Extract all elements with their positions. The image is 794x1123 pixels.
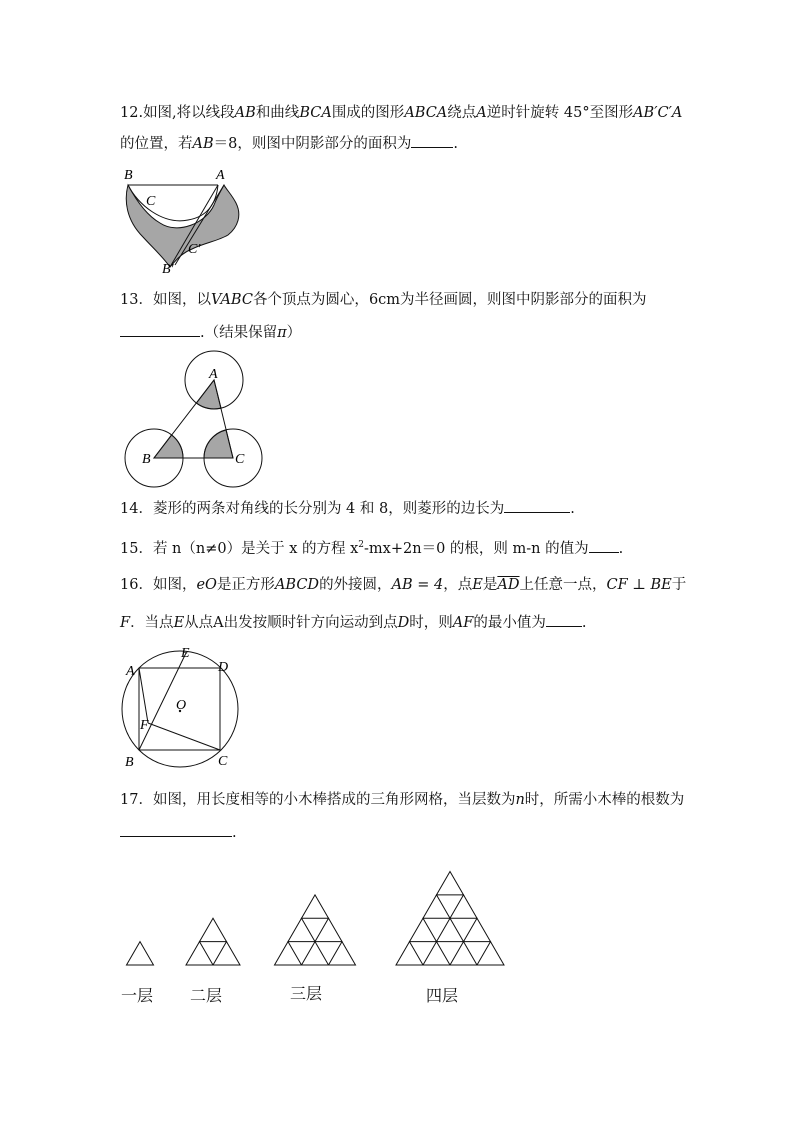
- q13-line2: .（结果保留π）: [120, 322, 301, 343]
- grid-triangle-layer-4: [423, 942, 450, 965]
- grid-triangle-layer-2: [200, 918, 227, 941]
- q17-line1: 17．如图，用长度相等的小木棒搭成的三角形网格，当层数为n时，所需小木棒的根数为: [120, 792, 685, 808]
- label-Cp: C′: [188, 242, 201, 257]
- q16-line2: F．当点E从点A出发按顺时针方向运动到点D时，则AF的最小值为 .: [120, 612, 586, 633]
- grid-triangle-layer-4: [410, 918, 437, 941]
- grid-triangle-layer-4: [437, 918, 464, 941]
- grid-triangle-layer-4: [450, 942, 477, 965]
- grid-triangle-layer-3: [315, 918, 342, 941]
- grid-triangle-layer-4: [396, 942, 423, 965]
- grid-triangle-layer-4: [423, 895, 450, 918]
- grid-triangle-layer-3: [288, 918, 315, 941]
- grid-triangle-layer-3: [329, 942, 356, 965]
- label-A: A: [126, 664, 135, 679]
- grid-triangle-layer-3: [275, 942, 302, 965]
- label-D: D: [218, 660, 229, 675]
- label-E: E: [181, 646, 190, 661]
- label-A: A: [216, 168, 225, 183]
- label-O: O: [176, 698, 187, 713]
- grid-triangle-layer-4: [437, 871, 464, 894]
- caption-layer-1: 一层: [121, 986, 154, 1005]
- label-C: C: [218, 754, 228, 769]
- caption-layer-2: 二层: [190, 986, 223, 1005]
- label-B: B: [124, 168, 133, 183]
- label-F: F: [140, 718, 149, 733]
- grid-triangle-layer-3: [302, 895, 329, 918]
- grid-triangle-layer-2: [186, 942, 213, 965]
- q12-line1: 12.如图,将以线段AB和曲线BCA围成的图形ABCA绕点A逆时针旋转 45°至图形AB′C′A: [120, 105, 683, 121]
- grid-triangle-layer-4: [464, 918, 491, 941]
- label-Bp: B′: [162, 262, 174, 277]
- q17-line2: .: [120, 822, 237, 843]
- grid-triangle-layer-4: [477, 942, 504, 965]
- grid-triangle-layer-4: [450, 895, 477, 918]
- grid-triangle-layer-1: [127, 942, 154, 965]
- label-C: C: [146, 194, 156, 209]
- q13-line1: 13．如图，以VABC各个顶点为圆心，6cm为半径画圆，则图中阴影部分的面积为: [120, 292, 647, 308]
- q12-line2: 的位置，若AB＝8，则图中阴影部分的面积为 .: [120, 133, 458, 154]
- caption-layer-4: 四层: [426, 986, 459, 1005]
- caption-layer-3: 三层: [290, 984, 323, 1003]
- q16-line1: 16．如图，eO是正方形ABCD的外接圆，AB = 4，点E是$\overline{AD}$上任意一点，CF ⊥ BE于: [120, 577, 687, 593]
- q14-line: 14．菱形的两条对角线的长分别为 4 和 8，则菱形的边长为 .: [120, 498, 575, 519]
- grid-triangle-layer-3: [302, 942, 329, 965]
- label-C: C: [235, 452, 245, 467]
- grid-triangle-layer-2: [213, 942, 240, 965]
- label-A: A: [209, 367, 218, 382]
- label-B: B: [142, 452, 151, 467]
- q15-line: 15．若 n（n≠0）是关于 x 的方程 $x^2-mx+2n=0$ 的根，则 m-n 的值为 .: [120, 535, 623, 559]
- label-B: B: [125, 755, 134, 770]
